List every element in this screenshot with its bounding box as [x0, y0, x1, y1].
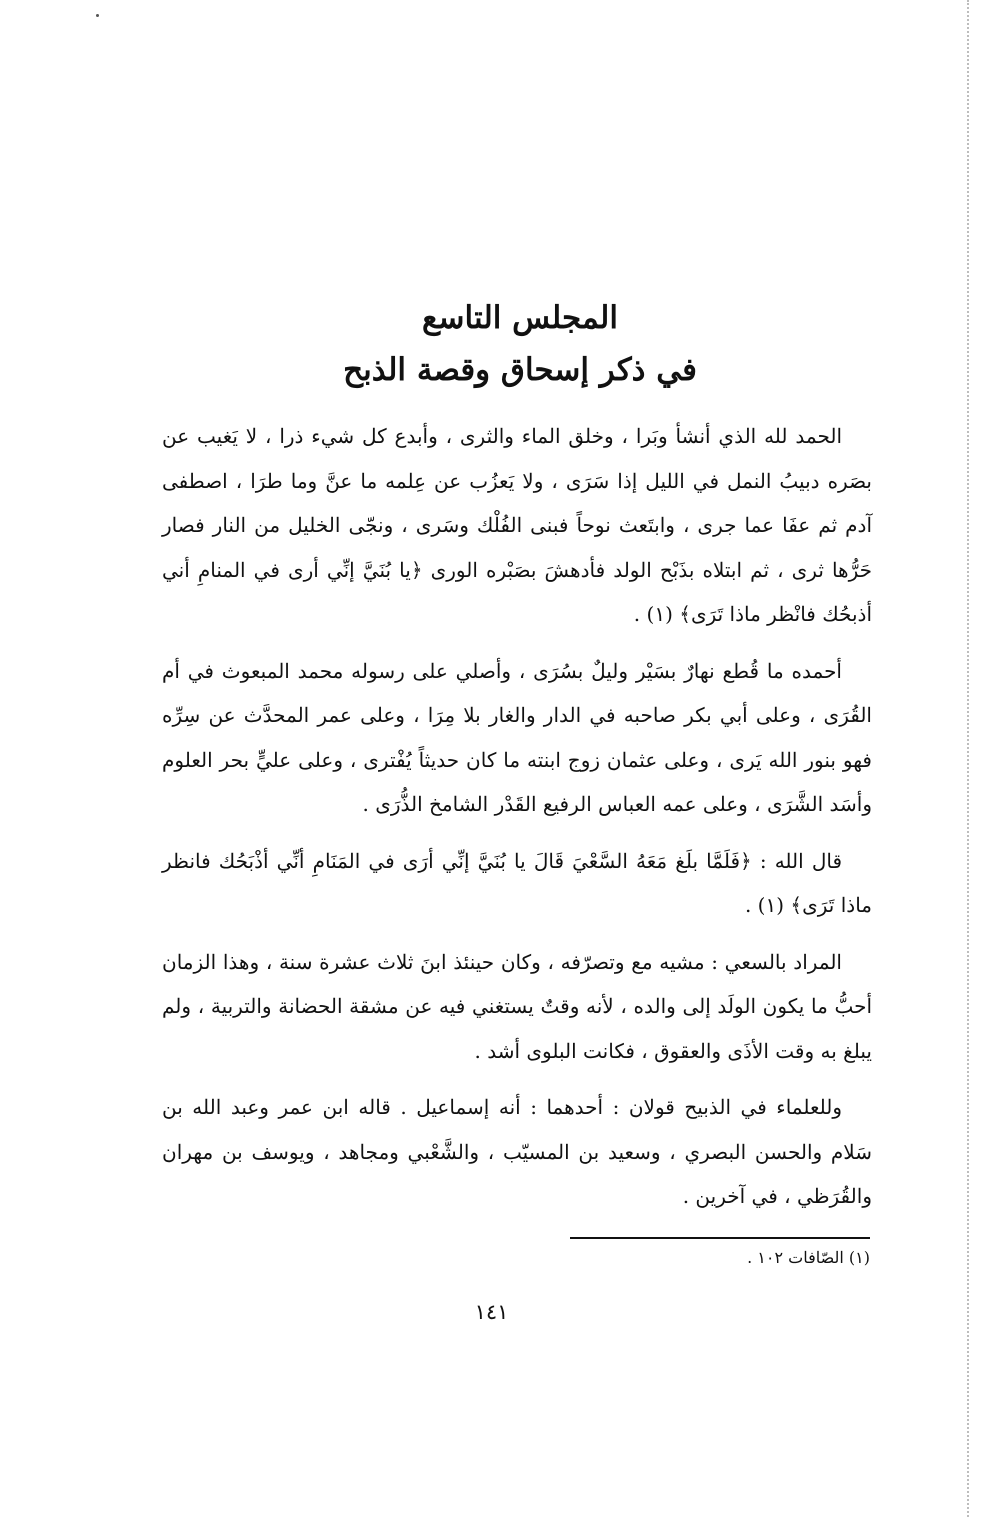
- paragraph-1: الحمد لله الذي أنشأ وبَرا ، وخلق الماء والثرى ، وأبدع كل شيء ذرا ، لا يَغيب عن بصَره دبيبُ النمل في الليل إذا سَرَى ، ولا يَعزُب عن عِلمه ما عنَّ وما طرَا ، اصطفى آدم ثم عفَا عما جرى ، وابتَعث نوحاً فبنى الفُلْك وسَرى ، ونجّى الخليل من النار فصار حَرُّها ثرى ، ثم ابتلاه بذَبْح الولد فأدهشَ بصَبْره الورى ﴿يا بُنَيَّ إنِّي أرى في المنامِ أني أذبحُك فانْظر ماذا تَرَى﴾ (١) .: [162, 424, 872, 626]
- page-edge-shadow: [967, 0, 969, 1517]
- chapter-heading: [160, 292, 880, 396]
- chapter-subtitle: في ذكر إسحاق وقصة الذبح: [343, 352, 697, 388]
- footnote: (١) الصّافات ١٠٢ .: [747, 1248, 870, 1267]
- footnote-separator: [570, 1237, 870, 1239]
- body-text: [162, 414, 872, 1231]
- paragraph-2: أحمده ما قُطع نهارٌ بسَيْر وليلٌ بسُرَى ، وأصلي على رسوله محمد المبعوث في أم القُرَى ، وعلى أبي بكر صاحبه في الدار والغار بلا مِرَا ، وعلى عمر المحدَّث عن سِرِّه فهو بنور الله يَرى ، وعلى عثمان زوج ابنته ما كان حديثاً يُفْترى ، وعلى عليٍّ بحر العلوم وأسَد الشَّرَى ، وعلى عمه العباس الرفيع القَدْر الشامخ الذُّرَى .: [162, 658, 872, 816]
- paragraph-5: وللعلماء في الذبيح قولان : أحدهما : أنه إسماعيل . قاله ابن عمر وعبد الله بن سَلام والحسن البصري ، وسعيد بن المسيّب ، والشَّعْبي ومجاهد ، ويوسف بن مهران والقُرَظي ، في آخرين .: [162, 1095, 872, 1208]
- page-number: ١٤١: [474, 1300, 509, 1324]
- paragraph-4: المراد بالسعي : مشيه مع وتصرّفه ، وكان حينئذ ابنَ ثلاث عشرة سنة ، وهذا الزمان أحبُّ ما يكون الولَد إلى والده ، لأنه وقتٌ يستغني فيه عن مشقة الحضانة والتربية ، ولم يبلغ به وقت الأذَى والعقوق ، فكانت البلوى أشد .: [162, 949, 872, 1063]
- chapter-title: المجلس التاسع: [422, 300, 618, 336]
- paragraph-3: قال الله : ﴿فَلَمَّا بلَغ مَعَهُ السَّعْيَ قَالَ يا بُنَيَّ إنِّي أرَى في المَنَامِ أنِّي أذْبَحُك فانظر ماذا تَرَى﴾ (١) .: [162, 848, 872, 917]
- scan-speck: [96, 14, 99, 17]
